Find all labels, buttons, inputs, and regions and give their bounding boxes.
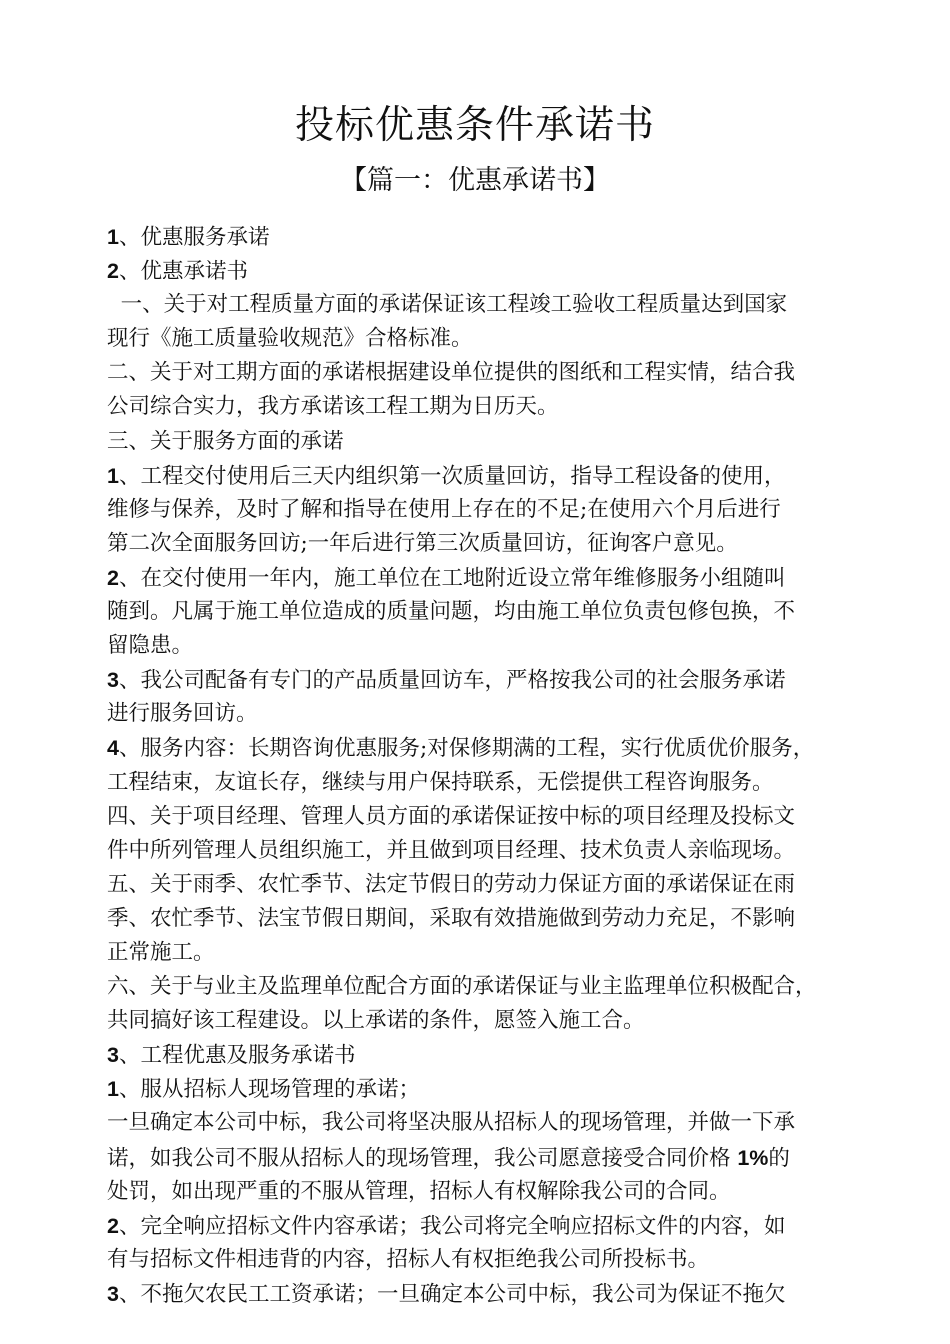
- line-text: 二、关于对工期方面的承诺根据建设单位提供的图纸和工程实情，结合我: [107, 360, 796, 386]
- line-text: 维修与保养，及时了解和指导在使用上存在的不足;在使用六个月后进行: [107, 496, 781, 522]
- paragraph-line: [107, 766, 862, 800]
- line-text: 留隐患。: [107, 633, 194, 659]
- paragraph-line: [107, 561, 862, 595]
- paragraph-line: [107, 1277, 862, 1311]
- document-body: [107, 220, 862, 1311]
- line-text: 、工程交付使用后三天内组织第一次质量回访，指导工程设备的使用，: [118, 463, 786, 489]
- line-text: 处罚，如出现严重的不服从管理，招标人有权解除我公司的合同。: [107, 1178, 731, 1204]
- line-text: 六、关于与业主及监理单位配合方面的承诺保证与业主监理单位积极配合，: [107, 974, 817, 1000]
- paragraph-line: [107, 970, 862, 1004]
- line-text: 五、关于雨季、农忙季节、法定节假日的劳动力保证方面的承诺保证在雨: [107, 871, 796, 897]
- line-text: 、完全响应招标文件内容承诺；我公司将完全响应招标文件的内容，如: [118, 1213, 786, 1239]
- paragraph-line: [107, 390, 862, 424]
- line-text: 工程结束，友谊长存，继续与用户保持联系，无偿提供工程咨询服务。: [107, 769, 774, 795]
- line-text: 、优惠服务承诺: [118, 225, 270, 250]
- paragraph-line: [107, 902, 862, 936]
- paragraph-line: [107, 1038, 862, 1072]
- line-text: 公司综合实力，我方承诺该工程工期为日历天。: [107, 394, 559, 420]
- paragraph-line: [107, 868, 862, 902]
- line-text: 件中所列管理人员组织施工，并且做到项目经理、技术负责人亲临现场。: [107, 837, 796, 863]
- line-text: 三、关于服务方面的承诺: [107, 428, 344, 454]
- document-subtitle: 【篇一：优惠承诺书】: [340, 165, 610, 196]
- item-number: 2: [107, 1213, 119, 1238]
- line-text: 、不拖欠农民工工资承诺；一旦确定本公司中标，我公司为保证不拖欠: [118, 1281, 786, 1307]
- item-number: 3: [107, 1043, 119, 1068]
- paragraph-line: [107, 288, 862, 322]
- line-text: 、优惠承诺书: [118, 259, 248, 285]
- line-text: 进行服务回访。: [107, 701, 258, 727]
- paragraph-line: [107, 356, 862, 390]
- paragraph-line: [107, 493, 862, 527]
- item-number: 3: [107, 668, 119, 693]
- paragraph-line: [107, 697, 862, 731]
- item-number: 2: [107, 565, 119, 590]
- line-text: 正常施工。: [107, 939, 215, 965]
- item-number: 3: [107, 1281, 119, 1306]
- paragraph-line: [107, 425, 862, 459]
- item-number: 4: [107, 736, 119, 761]
- paragraph-line: [107, 936, 862, 970]
- paragraph-line: [107, 1209, 862, 1243]
- line-text: 诺，如我公司不服从招标人的现场管理，我公司愿意接受合同价格 1%的: [107, 1145, 790, 1171]
- paragraph-line: [107, 629, 862, 663]
- item-number: 1: [107, 1077, 119, 1102]
- paragraph-line: [107, 731, 862, 765]
- line-text: 一旦确定本公司中标，我公司将坚决服从招标人的现场管理，并做一下承: [107, 1110, 796, 1136]
- item-number: 1: [107, 225, 119, 249]
- line-text: 现行《施工质量验收规范》合格标准。: [107, 326, 473, 352]
- paragraph-line: [107, 527, 862, 561]
- line-text: 共同搞好该工程建设。以上承诺的条件，愿签入施工合。: [107, 1008, 645, 1034]
- paragraph-line: [107, 1004, 862, 1038]
- line-text: 一、关于对工程质量方面的承诺保证该工程竣工验收工程质量达到国家: [107, 292, 788, 318]
- paragraph-line: [107, 459, 862, 493]
- paragraph-line: [107, 1141, 862, 1175]
- paragraph-line: [107, 254, 862, 288]
- item-number: 1: [107, 463, 119, 488]
- line-text: 、服从招标人现场管理的承诺；: [118, 1077, 420, 1103]
- line-text: 、我公司配备有专门的产品质量回访车，严格按我公司的社会服务承诺: [118, 668, 786, 694]
- paragraph-line: [107, 595, 862, 629]
- line-text: 季、农忙季节、法宝节假日期间，采取有效措施做到劳动力充足，不影响: [107, 905, 796, 931]
- line-text: 有与招标文件相违背的内容，招标人有权拒绝我公司所投标书。: [107, 1246, 710, 1272]
- line-text: 、服务内容：长期咨询优惠服务;对保修期满的工程，实行优质优价服务，: [118, 736, 815, 762]
- line-text: 、在交付使用一年内，施工单位在工地附近设立常年维修服务小组随叫: [118, 565, 786, 591]
- paragraph-line: [107, 1106, 862, 1140]
- document-title: 投标优惠条件承诺书: [294, 103, 655, 148]
- paragraph-line: [107, 663, 862, 697]
- line-text: 随到。凡属于施工单位造成的质量问题，均由施工单位负责包修包换，不: [107, 599, 796, 625]
- paragraph-line: [107, 1072, 862, 1106]
- line-text: 四、关于项目经理、管理人员方面的承诺保证按中标的项目经理及投标文: [107, 803, 796, 829]
- line-text: 第二次全面服务回访;一年后进行第三次质量回访，征询客户意见。: [107, 530, 738, 556]
- paragraph-line: [107, 322, 862, 356]
- paragraph-line: [107, 834, 862, 868]
- item-number: 2: [107, 259, 119, 284]
- paragraph-line: [107, 1175, 862, 1209]
- line-text: 、工程优惠及服务承诺书: [118, 1043, 356, 1069]
- paragraph-line: [107, 1243, 862, 1277]
- paragraph-line: [107, 220, 862, 254]
- paragraph-line: [107, 800, 862, 834]
